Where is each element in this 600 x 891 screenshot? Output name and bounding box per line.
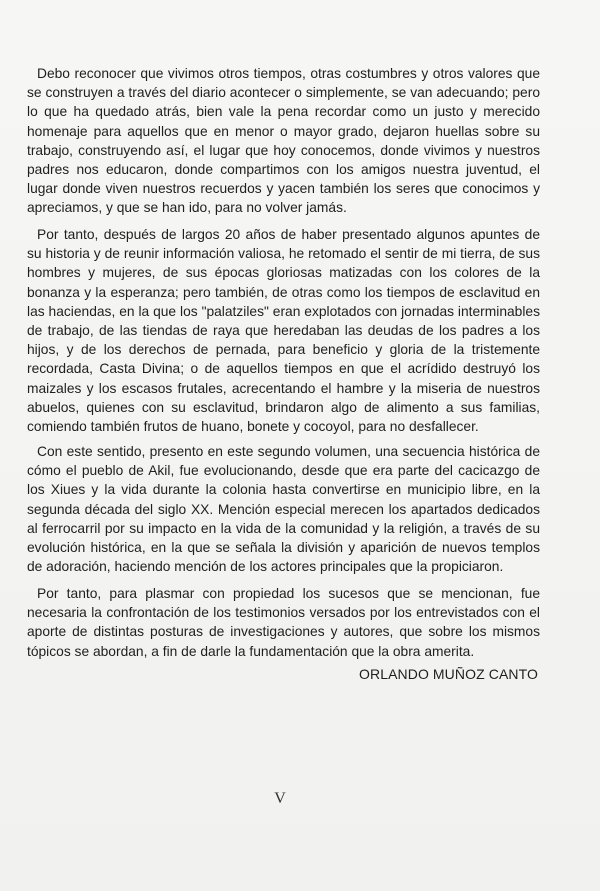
page-number: V — [274, 790, 286, 807]
paragraph-4: Por tanto, para plasmar con propiedad los sucesos que se mencionan, fue necesaria la confrontación de los testimonios versados por los entrevistados con el aporte de distintas posturas de investigaciones y autores, que sobre los mismos tópicos se abordan, a fin de darle la fundamentación que la obra amerita. — [27, 586, 540, 659]
author-signature: ORLANDO MUÑOZ CANTO — [359, 666, 538, 682]
paragraph-1: Debo reconocer que vivimos otros tiempos, otras costumbres y otros valores que se construyen a través del diario acontecer o simplemente, se van adecuando; pero lo que ha quedado atrás, bien vale la pena recordar como un justo y merecido homenaje para aquellos que en menor o mayor grado, dejaron huellas sobre su trabajo, construyendo así, el lugar que hoy conocemos, donde vivimos y nuestros padres nos educaron, donde compartimos con los amigos nuestra juventud, el lugar donde viven nuestros recuerdos y yacen también los seres que conocimos y apreciamos, y que se han ido, para no volver jamás. — [27, 66, 540, 216]
paragraph-2: Por tanto, después de largos 20 años de haber presentado algunos apuntes de su historia y de reunir información valiosa, he retomado el sentir de mi tierra, de sus hombres y mujeres, de sus épocas gloriosas matizadas con los colores de la bonanza y la esperanza; pero también, de otras como los tiempos de esclavitud en las haciendas, en la que los "palatziles" eran explotados con jornadas interminables de trabajo, de las tiendas de raya que heredaban las deudas de los padres a los hijos, y de los derechos de pernada, para beneficio y gloria de la tristemente recordada, Casta Divina; o de aquellos tiempos en que el acrídido destruyó los maizales y los escasos frutales, acrecentando el hambre y la miseria de nuestros abuelos, quienes con su esclavitud, brindaron algo de alimento a sus familias, comiendo también frutos de huano, bonete y cocoyol, para no desfallecer. — [27, 227, 540, 435]
paragraph-3: Con este sentido, presento en este segundo volumen, una secuencia histórica de cómo el pueblo de Akil, fue evolucionando, desde que era parte del cacicazgo de los Xiues y la vida durante la colonia hasta convertirse en municipio libre, en la segunda década del siglo XX. Mención especial merecen los apartados dedicados al ferrocarril por su impacto en la vida de la comunidad y la religión, a través de su evolución histórica, en la que se señala la división y aparición de nuevos templos de adoración, haciendo mención de los actores principales que la propiciaron. — [27, 444, 540, 575]
